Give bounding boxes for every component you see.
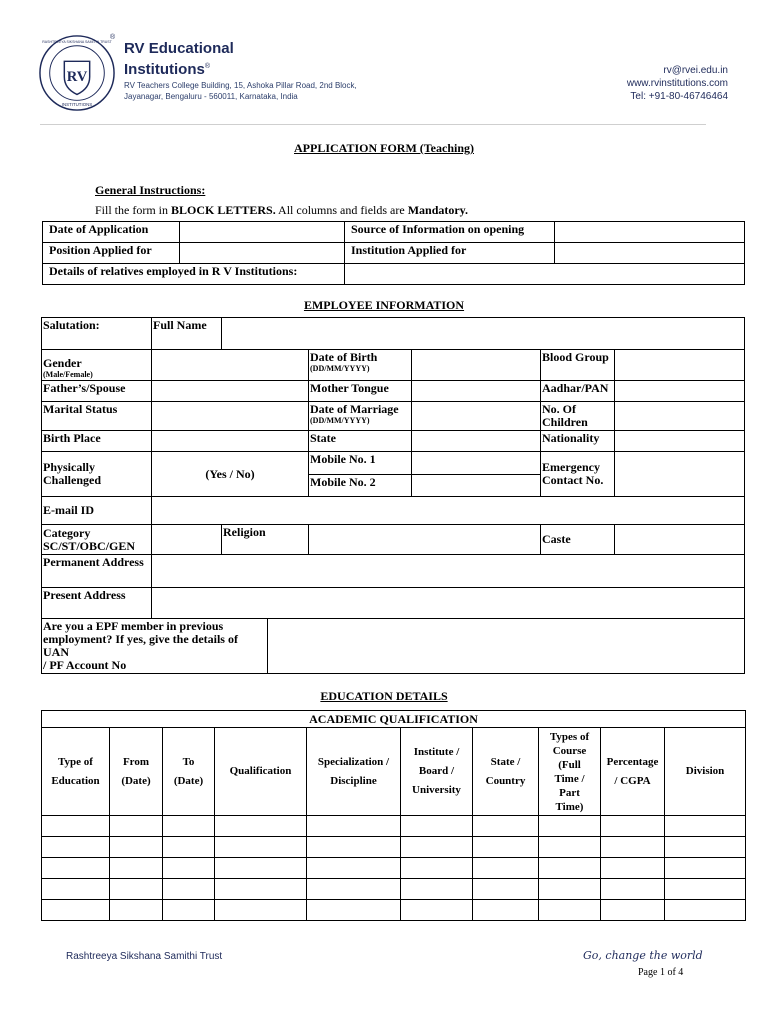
table-cell[interactable] (601, 816, 665, 837)
birth-place-field[interactable] (152, 431, 309, 452)
relatives-label: Details of relatives employed in R V Institutions: (43, 264, 345, 285)
caste-label: Caste (541, 525, 615, 555)
table-cell[interactable] (307, 837, 401, 858)
table-cell[interactable] (307, 858, 401, 879)
state-field[interactable] (412, 431, 541, 452)
table-cell[interactable] (665, 858, 746, 879)
table-cell[interactable] (215, 837, 307, 858)
form-title: APPLICATION FORM (Teaching) (294, 141, 474, 155)
epf-member-field[interactable] (268, 619, 745, 674)
table-cell[interactable] (401, 816, 473, 837)
footer-tagline: Go, change the world (583, 949, 703, 962)
table-cell[interactable] (665, 900, 746, 921)
table-cell[interactable] (307, 816, 401, 837)
column-header: Type of Education (42, 728, 110, 816)
contact-phone: Tel: +91-80-46746464 (630, 91, 728, 102)
table-cell[interactable] (473, 879, 539, 900)
contact-website: www.rvinstitutions.com (626, 78, 728, 89)
header-divider (40, 124, 706, 125)
table-row (42, 837, 746, 858)
nationality-field[interactable] (615, 431, 745, 452)
physically-challenged-label: Physically Challenged (42, 452, 152, 497)
table-row (42, 858, 746, 879)
source-of-information-field[interactable] (555, 222, 745, 243)
gender-label: Gender (Male/Female) (42, 350, 152, 381)
academic-qualification-table (41, 710, 746, 921)
table-cell[interactable] (539, 858, 601, 879)
present-address-label: Present Address (42, 588, 152, 619)
table-cell[interactable] (163, 879, 215, 900)
emergency-contact-label: Emergency Contact No. (541, 452, 615, 497)
footer-trust-name: Rashtreeya Sikshana Samithi Trust (66, 951, 223, 962)
mobile-2-label: Mobile No. 2 (309, 475, 412, 497)
employee-information-table (41, 317, 745, 674)
date-of-marriage-field[interactable] (412, 402, 541, 431)
date-of-application-field[interactable] (180, 222, 345, 243)
institution-applied-label: Institution Applied for (345, 243, 555, 264)
registered-mark: ® (110, 34, 116, 41)
email-id-field[interactable] (152, 497, 745, 525)
table-cell[interactable] (163, 858, 215, 879)
table-cell[interactable] (163, 816, 215, 837)
permanent-address-label: Permanent Address (42, 555, 152, 588)
epf-member-label: Are you a EPF member in previous employment? If yes, give the details of UAN / PF Account No (42, 619, 268, 674)
category-field[interactable] (152, 525, 222, 555)
table-cell[interactable] (163, 837, 215, 858)
birth-place-label: Birth Place (42, 431, 152, 452)
table-cell[interactable] (163, 900, 215, 921)
table-row (42, 900, 746, 921)
date-of-application-label: Date of Application (43, 222, 180, 243)
present-address-field[interactable] (152, 588, 745, 619)
no-of-children-field[interactable] (615, 402, 745, 431)
address-line1: RV Teachers College Building, 15, Ashoka Pillar Road, 2nd Block, (124, 81, 357, 90)
table-cell[interactable] (42, 879, 110, 900)
mobile-1-label: Mobile No. 1 (309, 452, 412, 475)
father-spouse-field[interactable] (152, 381, 309, 402)
aadhar-pan-label: Aadhar/PAN (541, 381, 615, 402)
table-cell[interactable] (601, 879, 665, 900)
table-cell[interactable] (601, 900, 665, 921)
table-cell[interactable] (539, 816, 601, 837)
table-cell[interactable] (42, 816, 110, 837)
table-cell[interactable] (401, 879, 473, 900)
contact-email: rv@rvei.edu.in (663, 65, 728, 76)
table-row (42, 879, 746, 900)
table-cell[interactable] (42, 900, 110, 921)
emergency-contact-field[interactable] (615, 452, 745, 497)
father-spouse-label: Father’s/Spouse (42, 381, 152, 402)
column-header: State / Country (473, 728, 539, 816)
position-applied-label: Position Applied for (43, 243, 180, 264)
application-details-table (42, 221, 745, 285)
instructions-heading: General Instructions: (95, 183, 206, 197)
letterhead (38, 30, 728, 110)
table-cell[interactable] (307, 879, 401, 900)
table-cell[interactable] (215, 879, 307, 900)
table-cell[interactable] (110, 837, 163, 858)
email-id-label: E-mail ID (42, 497, 152, 525)
table-cell[interactable] (473, 900, 539, 921)
logo-letters: RV (66, 68, 88, 85)
religion-label: Religion (222, 525, 309, 555)
table-cell[interactable] (401, 858, 473, 879)
organization-address (124, 80, 357, 102)
table-cell[interactable] (42, 858, 110, 879)
table-cell[interactable] (110, 858, 163, 879)
marital-status-label: Marital Status (42, 402, 152, 431)
state-label: State (309, 431, 412, 452)
education-details-title: EDUCATION DETAILS (320, 689, 448, 703)
address-line2: Jayanagar, Bengaluru - 560011, Karnataka, India (124, 92, 298, 101)
table-cell[interactable] (110, 900, 163, 921)
column-header: From (Date) (110, 728, 163, 816)
column-header: To (Date) (163, 728, 215, 816)
dob-field[interactable] (412, 350, 541, 381)
table-cell[interactable] (401, 837, 473, 858)
employee-information-title: EMPLOYEE INFORMATION (303, 298, 465, 312)
category-label: Category SC/ST/OBC/GEN (42, 525, 152, 555)
org-name-line1: RV Educational (124, 40, 234, 57)
page-number: Page 1 of 4 (638, 967, 684, 978)
marital-status-field[interactable] (152, 402, 309, 431)
mobile-1-field[interactable] (412, 452, 541, 475)
table-cell[interactable] (215, 900, 307, 921)
table-cell[interactable] (42, 837, 110, 858)
relatives-field[interactable] (345, 264, 745, 285)
full-name-field[interactable] (222, 318, 745, 350)
column-header: Institute / Board / University (401, 728, 473, 816)
date-of-marriage-label: Date of Marriage (DD/MM/YYYY) (309, 402, 412, 431)
table-cell[interactable] (665, 879, 746, 900)
religion-field[interactable] (309, 525, 541, 555)
table-cell[interactable] (307, 900, 401, 921)
blood-group-label: Blood Group (541, 350, 615, 381)
salutation-label: Salutation: (42, 318, 152, 350)
table-cell[interactable] (601, 837, 665, 858)
full-name-label: Full Name (152, 318, 222, 350)
permanent-address-field[interactable] (152, 555, 745, 588)
no-of-children-label: No. Of Children (541, 402, 615, 431)
mother-tongue-label: Mother Tongue (309, 381, 412, 402)
rv-logo-icon (38, 34, 116, 112)
table-cell[interactable] (110, 879, 163, 900)
instructions-text: Fill the form in BLOCK LETTERS. All columns and fields are Mandatory. (95, 203, 469, 217)
table-cell[interactable] (665, 837, 746, 858)
nationality-label: Nationality (541, 431, 615, 452)
gender-field[interactable] (152, 350, 309, 381)
academic-qualification-heading: ACADEMIC QUALIFICATION (42, 711, 746, 728)
table-cell[interactable] (601, 858, 665, 879)
column-header: Percentage / CGPA (601, 728, 665, 816)
column-header: Types of Course (Full Time / Part Time) (539, 728, 601, 816)
logo-ring-text: RASHTREEYA SIKSHANA SAMITHI TRUST (42, 39, 112, 44)
column-header: Qualification (215, 728, 307, 816)
source-of-information-label: Source of Information on opening (345, 222, 555, 243)
table-cell[interactable] (539, 837, 601, 858)
aadhar-pan-field[interactable] (615, 381, 745, 402)
table-cell[interactable] (473, 816, 539, 837)
table-cell[interactable] (110, 816, 163, 837)
contact-block (627, 64, 728, 103)
physically-challenged-field[interactable]: (Yes / No) (152, 452, 309, 497)
organization-name (124, 40, 234, 79)
table-cell[interactable] (665, 816, 746, 837)
blood-group-field[interactable] (615, 350, 745, 381)
table-cell[interactable] (473, 837, 539, 858)
column-header: Division (665, 728, 746, 816)
table-cell[interactable] (473, 858, 539, 879)
logo-bottom-text: INSTITUTIONS (61, 102, 93, 108)
table-cell[interactable] (401, 900, 473, 921)
caste-field[interactable] (615, 525, 745, 555)
table-row (42, 816, 746, 837)
org-name-line2: Institutions® (124, 61, 210, 78)
column-header: Specialization / Discipline (307, 728, 401, 816)
table-cell[interactable] (539, 879, 601, 900)
mobile-2-field[interactable] (412, 475, 541, 497)
institution-applied-field[interactable] (555, 243, 745, 264)
position-applied-field[interactable] (180, 243, 345, 264)
mother-tongue-field[interactable] (412, 381, 541, 402)
table-cell[interactable] (215, 816, 307, 837)
education-header-row (42, 728, 746, 816)
dob-label: Date of Birth (DD/MM/YYYY) (309, 350, 412, 381)
table-cell[interactable] (215, 858, 307, 879)
table-cell[interactable] (539, 900, 601, 921)
